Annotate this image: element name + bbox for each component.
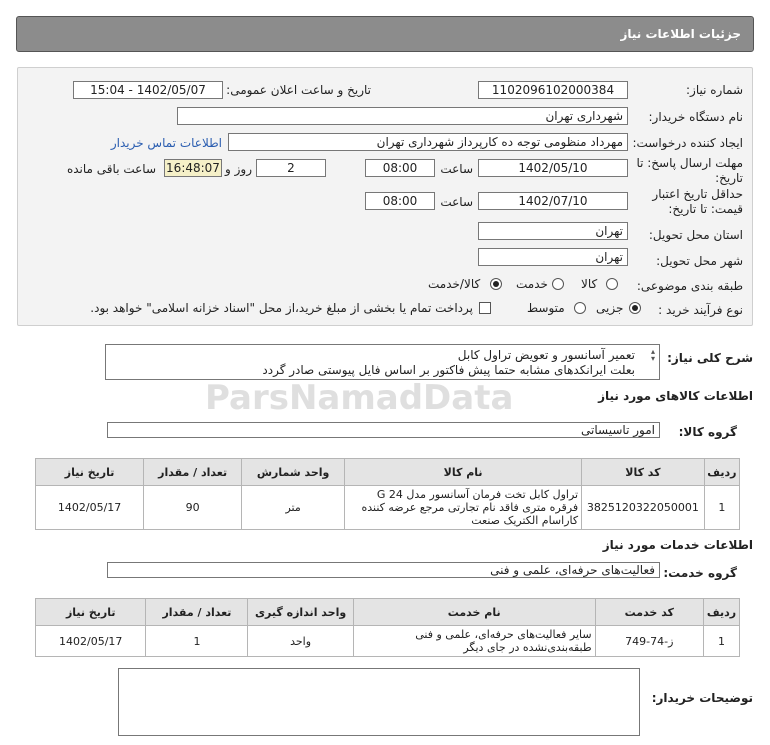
services-section-title: اطلاعات خدمات مورد نیاز (602, 538, 753, 552)
requester-field: مهرداد منظومی توجه ده کارپرداز شهرداری تهران (228, 133, 628, 151)
deadline-time-field: 08:00 (365, 159, 435, 177)
validity-date-field: 1402/07/10 (478, 192, 628, 210)
treasury-text: پرداخت تمام یا بخشی از مبلغ خرید،از محل "اسناد خزانه اسلامی" خواهد بود. (90, 301, 473, 315)
general-desc-line2: بعلت ایرانکدهای مشابه حتما پیش فاکتور بر اساس فایل پیوستی صادر گردد (262, 363, 635, 377)
deadline-days-field: 2 (256, 159, 326, 177)
goods-col-date: تاریخ نیاز (36, 459, 144, 486)
category-option-goods-service: کالا/خدمت (428, 277, 481, 291)
page-title: جزئیات اطلاعات نیاز (620, 27, 741, 41)
validity-label-line2: قیمت: تا تاریخ: (668, 202, 743, 216)
goods-cell-name: تراول کابل تخت فرمان آسانسور مدل G 24 فرقره متری فاقد نام تجارتی مرجع عرضه کننده کاراسام الکتریک صنعت (345, 486, 582, 530)
services-col-code: کد خدمت (595, 599, 703, 626)
services-group-field: فعالیت‌های حرفه‌ای، علمی و فنی (107, 562, 660, 578)
category-radio-goods[interactable] (606, 278, 618, 290)
services-col-row: ردیف (703, 599, 739, 626)
services-cell-qty: 1 (146, 626, 248, 657)
category-radio-goods-service[interactable] (490, 278, 502, 290)
process-option-minor: جزیی (596, 301, 624, 315)
resize-grip-icon: ▴ ▾ (650, 347, 655, 363)
services-col-unit: واحد اندازه گیری (248, 599, 353, 626)
table-row (36, 486, 740, 530)
deadline-days-label: روز و (225, 162, 252, 176)
deadline-label-line1: مهلت ارسال پاسخ: تا (636, 156, 743, 170)
validity-time-label: ساعت (440, 195, 473, 209)
goods-cell-date: 1402/05/17 (36, 486, 144, 530)
services-table (35, 598, 740, 657)
services-cell-code: ز-74-749 (595, 626, 703, 657)
goods-col-code: کد کالا (582, 459, 705, 486)
services-group-label: گروه خدمت: (663, 566, 737, 580)
announce-datetime-label: تاریخ و ساعت اعلان عمومی: (226, 83, 371, 97)
validity-label-line1: حداقل تاریخ اعتبار (652, 187, 743, 201)
goods-table (35, 458, 740, 530)
city-label: شهر محل تحویل: (656, 254, 743, 268)
goods-col-name: نام کالا (345, 459, 582, 486)
process-label: نوع فرآیند خرید : (658, 303, 743, 317)
treasury-checkbox[interactable] (479, 302, 491, 314)
deadline-time-label: ساعت (440, 162, 473, 176)
province-label: استان محل تحویل: (648, 228, 743, 242)
table-row (36, 626, 740, 657)
process-option-medium: متوسط (527, 301, 565, 315)
goods-col-row: ردیف (704, 459, 739, 486)
buyer-notes-box (118, 668, 640, 736)
goods-cell-unit: متر (242, 486, 345, 530)
category-label: طبقه بندی موضوعی: (636, 279, 743, 293)
goods-col-unit: واحد شمارش (242, 459, 345, 486)
remaining-time-label: ساعت باقی مانده (66, 162, 156, 176)
goods-group-label: گروه کالا: (678, 425, 737, 439)
general-desc-box (105, 344, 660, 380)
goods-section-title: اطلاعات کالاهای مورد نیاز (598, 389, 753, 403)
page-header (16, 16, 754, 52)
services-col-name: نام خدمت (353, 599, 595, 626)
watermark-brand: ParsNamadData (205, 378, 514, 418)
services-cell-name: سایر فعالیت‌های حرفه‌ای، علمی و فنی طبقه‌بندی‌نشده در جای دیگر (353, 626, 595, 657)
services-cell-unit: واحد (248, 626, 353, 657)
goods-cell-qty: 90 (144, 486, 242, 530)
services-cell-date: 1402/05/17 (36, 626, 146, 657)
goods-cell-code: 3825120322050001 (582, 486, 705, 530)
remaining-time-field: 16:48:07 (164, 159, 222, 177)
services-cell-row: 1 (703, 626, 739, 657)
validity-time-field: 08:00 (365, 192, 435, 210)
category-option-service: خدمت (516, 277, 548, 291)
city-field: تهران (478, 248, 628, 266)
category-option-goods: کالا (581, 277, 598, 291)
services-col-qty: تعداد / مقدار (146, 599, 248, 626)
announce-datetime-field: 1402/05/07 - 15:04 (73, 81, 223, 99)
goods-group-field: امور تاسیساتی (107, 422, 660, 438)
requester-label: ایجاد کننده درخواست: (632, 136, 743, 150)
buyer-notes-label: توضیحات خریدار: (651, 691, 753, 705)
general-desc-line1: تعمیر آسانسور و تعویض تراول کابل (457, 348, 635, 362)
services-col-date: تاریخ نیاز (36, 599, 146, 626)
need-number-label: شماره نیاز: (686, 83, 743, 97)
goods-col-qty: تعداد / مقدار (144, 459, 242, 486)
need-number-field: 1102096102000384 (478, 81, 628, 99)
process-radio-minor[interactable] (629, 302, 641, 314)
general-desc-label: شرح کلی نیاز: (667, 351, 753, 365)
deadline-label-line2: تاریخ: (715, 171, 743, 185)
buyer-org-field: شهرداری تهران (177, 107, 628, 125)
process-radio-medium[interactable] (574, 302, 586, 314)
buyer-org-label: نام دستگاه خریدار: (648, 110, 743, 124)
category-radio-service[interactable] (552, 278, 564, 290)
buyer-contact-link[interactable]: اطلاعات تماس خریدار (110, 136, 222, 150)
deadline-date-field: 1402/05/10 (478, 159, 628, 177)
province-field: تهران (478, 222, 628, 240)
goods-cell-row: 1 (704, 486, 739, 530)
